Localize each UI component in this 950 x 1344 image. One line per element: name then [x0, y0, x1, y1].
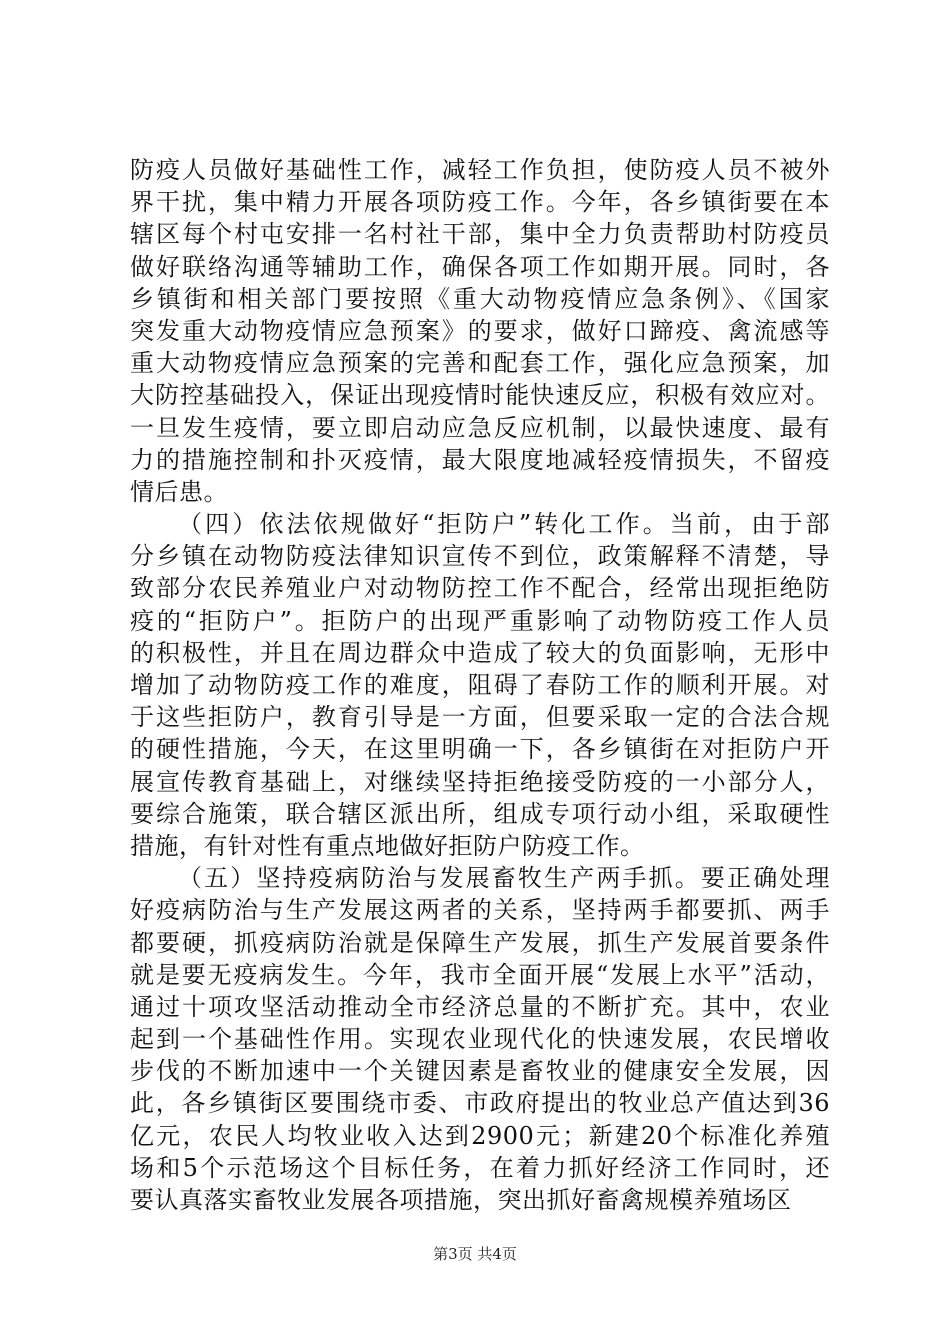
- text-line: 的硬性措施，今天，在这里明确一下，各乡镇街在对拒防户开: [130, 735, 830, 764]
- text-line: 起到一个基础性作用。实现农业现代化的快速发展，农民增收: [130, 1025, 830, 1054]
- text-line: 做好联络沟通等辅助工作，确保各项工作如期开展。同时，各: [130, 252, 830, 281]
- text-line: 乡镇街和相关部门要按照《重大动物疫情应急条例》、《国家: [130, 284, 830, 313]
- body-text: [130, 154, 830, 1216]
- text-line: （四）依法依规做好“拒防户”转化工作。当前，由于部: [178, 510, 830, 539]
- text-line: 辖区每个村屯安排一名村社干部，集中全力负责帮助村防疫员: [130, 220, 830, 249]
- text-line: 的积极性，并且在周边群众中造成了较大的负面影响，无形中: [130, 638, 830, 667]
- paragraph: [130, 862, 830, 1216]
- paragraph: [130, 154, 830, 508]
- text-line: 致部分农民养殖业户对动物防控工作不配合，经常出现拒绝防: [130, 574, 830, 603]
- text-line: 要认真落实畜牧业发展各项措施，突出抓好畜禽规模养殖场区: [130, 1186, 792, 1214]
- text-line: 措施，有针对性有重点地做好拒防户防疫工作。: [130, 831, 645, 860]
- text-line: 界干扰，集中精力开展各项防疫工作。今年，各乡镇街要在本: [130, 188, 830, 217]
- text-line: 都要硬，抓疫病防治就是保障生产发展，抓生产发展首要条件: [130, 928, 830, 957]
- text-line: 步伐的不断加速中一个关键因素是畜牧业的健康安全发展，因: [130, 1057, 830, 1086]
- text-line: 大防控基础投入，保证出现疫情时能快速反应，积极有效应对。: [130, 381, 830, 410]
- text-line: 亿元，农民人均牧业收入达到2900元；新建20个标准化养殖: [130, 1121, 830, 1150]
- text-line: 力的措施控制和扑灭疫情，最大限度地减轻疫情损失，不留疫: [130, 445, 830, 474]
- text-line: 于这些拒防户，教育引导是一方面，但要采取一定的合法合规: [130, 703, 830, 732]
- text-line: 防疫人员做好基础性工作，减轻工作负担，使防疫人员不被外: [130, 156, 830, 184]
- paragraph: [130, 508, 830, 862]
- text-line: 就是要无疫病发生。今年，我市全面开展“发展上水平”活动，: [130, 960, 830, 989]
- text-line: 突发重大动物疫情应急预案》的要求，做好口蹄疫、禽流感等: [130, 316, 830, 345]
- text-line: 通过十项攻坚活动推动全市经济总量的不断扩充。其中，农业: [130, 992, 830, 1021]
- text-line: 重大动物疫情应急预案的完善和配套工作，强化应急预案，加: [130, 349, 830, 378]
- text-line: 分乡镇在动物防疫法律知识宣传不到位，政策解释不清楚，导: [130, 542, 830, 571]
- text-line: 好疫病防治与生产发展这两者的关系，坚持两手都要抓、两手: [130, 896, 830, 925]
- text-line: 情后患。: [130, 477, 228, 506]
- text-line: 增加了动物防疫工作的难度，阻碍了春防工作的顺利开展。对: [130, 671, 830, 699]
- text-line: （五）坚持疫病防治与发展畜牧生产两手抓。要正确处理: [178, 864, 830, 893]
- text-line: 此，各乡镇街区要围绕市委、市政府提出的牧业总产值达到36: [130, 1089, 830, 1118]
- text-line: 疫的“拒防户”。拒防户的出现严重影响了动物防疫工作人员: [130, 606, 830, 635]
- text-line: 要综合施策，联合辖区派出所，组成专项行动小组，采取硬性: [130, 799, 830, 828]
- text-line: 场和5个示范场这个目标任务，在着力抓好经济工作同时，还: [130, 1153, 830, 1182]
- text-line: 一旦发生疫情，要立即启动应急反应机制，以最快速度、最有: [130, 413, 830, 442]
- page-footer: 第3页 共4页: [433, 1245, 517, 1263]
- text-line: 展宣传教育基础上，对继续坚持拒绝接受防疫的一小部分人，: [130, 767, 830, 796]
